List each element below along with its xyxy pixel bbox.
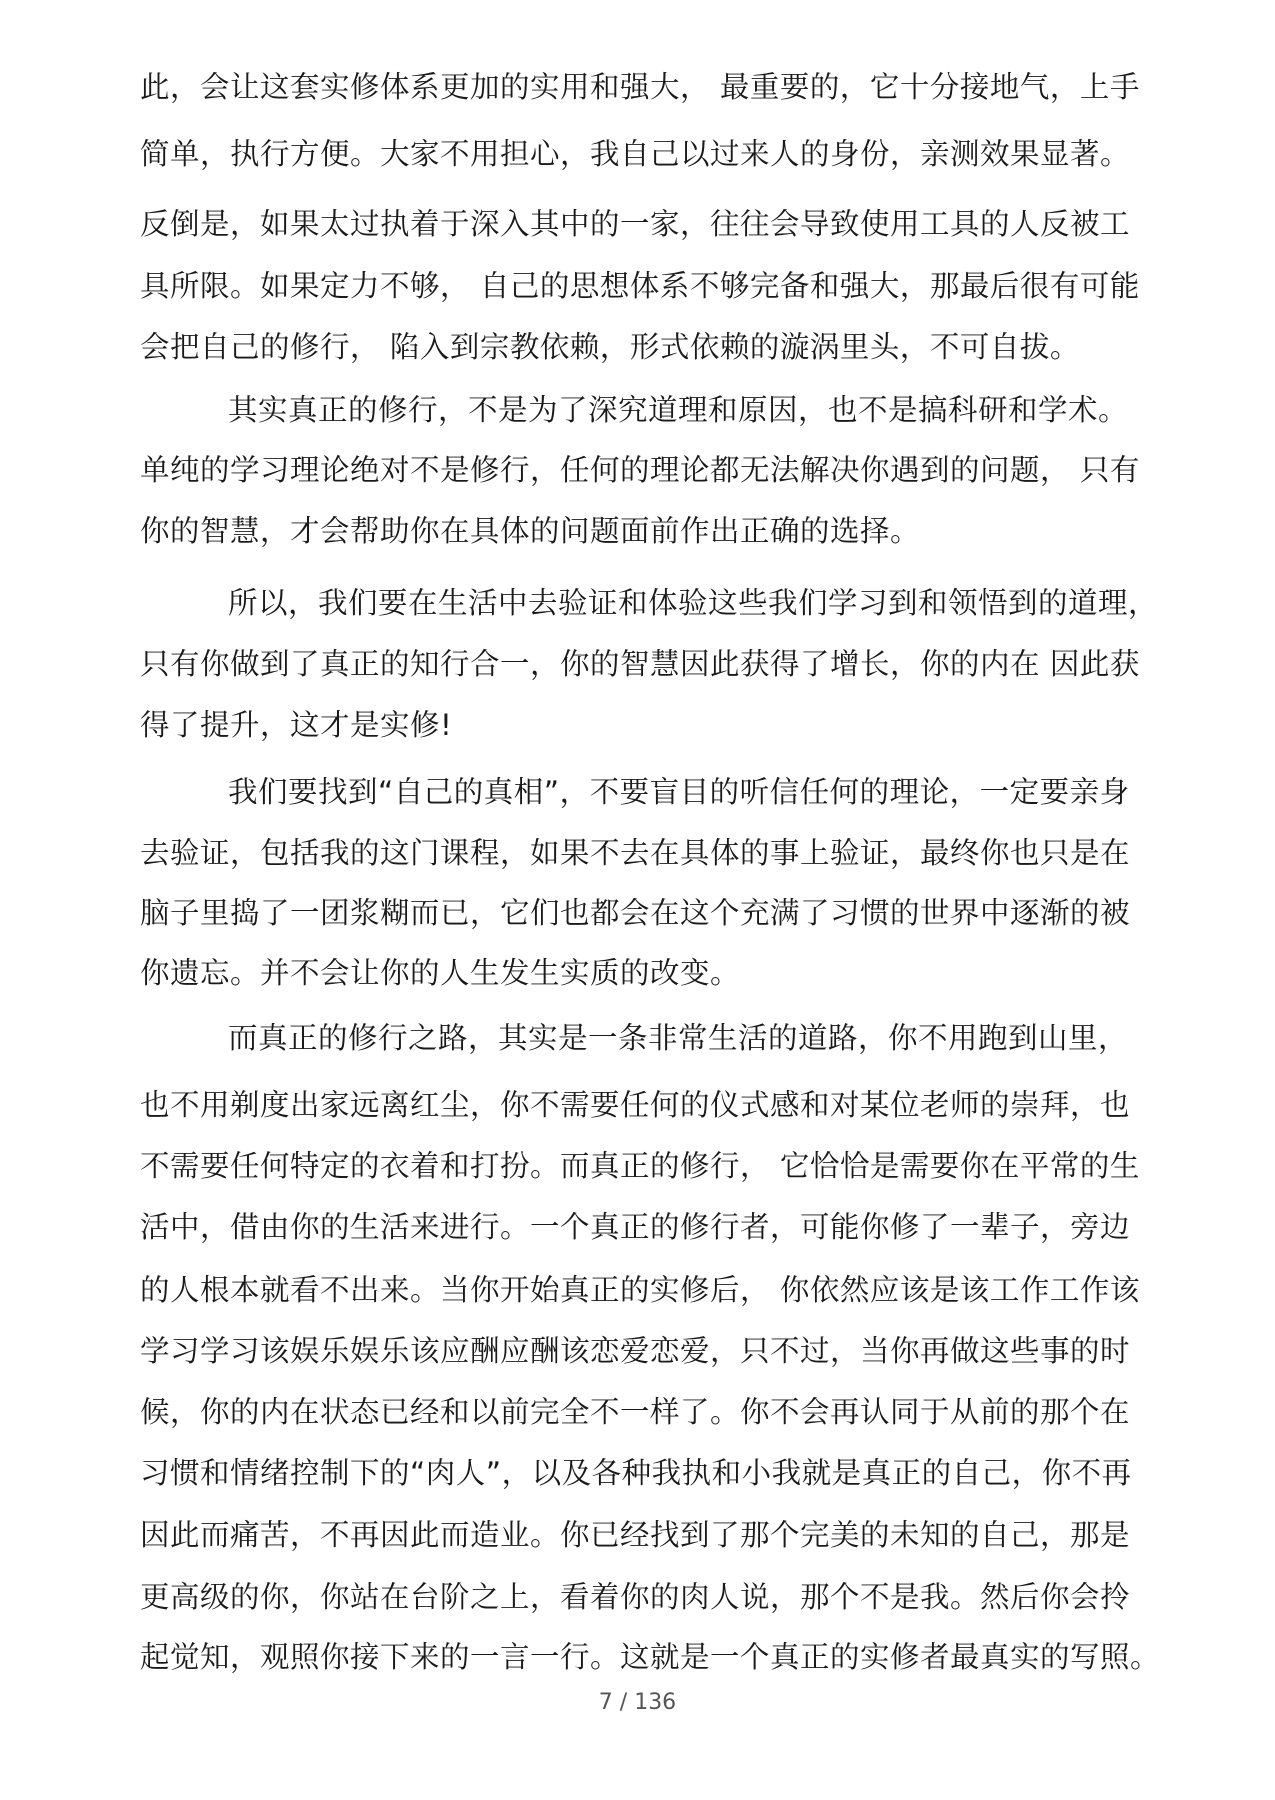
text-line-indented: 而真正的修行之路，其实是一条非常生活的道路，你不用跑到山里， bbox=[228, 1021, 1129, 1055]
text-line-indented: 我们要找到“自己的真相”，不要盲目的听信任何的理论，一定要亲身 bbox=[228, 775, 1130, 809]
text-line: 去验证，包括我的这门课程，如果不去在具体的事上验证，最终你也只是在 bbox=[140, 836, 1131, 870]
text-line-indented: 其实真正的修行，不是为了深究道理和原因，也不是搞科研和学术。 bbox=[228, 393, 1129, 427]
text-line: 活中，借由你的生活来进行。一个真正的修行者，可能你修了一辈子，旁边 bbox=[140, 1210, 1131, 1244]
text-line: 只有你做到了真正的知行合一，你的智慧因此获得了增长，你的内在 因此获 bbox=[140, 647, 1140, 681]
text-line: 习惯和情绪控制下的“肉人”，以及各种我执和小我就是真正的自己，你不再 bbox=[140, 1456, 1132, 1490]
text-line: 此，会让这套实修体系更加的实用和强大， 最重要的，它十分接地气，上手 bbox=[140, 70, 1140, 104]
text-line: 反倒是，如果太过执着于深入其中的一家，往往会导致使用工具的人反被工 bbox=[140, 207, 1131, 241]
text-line: 脑子里捣了一团浆糊而已，它们也都会在这个充满了习惯的世界中逐渐的被 bbox=[140, 896, 1131, 930]
text-line: 的人根本就看不出来。当你开始真正的实修后， 你依然应该是该工作工作该 bbox=[140, 1273, 1140, 1307]
text-line: 因此而痛苦，不再因此而造业。你已经找到了那个完美的未知的自己，那是 bbox=[140, 1518, 1131, 1552]
text-line: 你遗忘。并不会让你的人生发生实质的改变。 bbox=[140, 956, 741, 990]
text-line: 得了提升，这才是实修! bbox=[140, 708, 453, 742]
text-line: 简单，执行方便。大家不用担心，我自己以过来人的身份，亲测效果显著。 bbox=[140, 137, 1131, 171]
text-line: 单纯的学习理论绝对不是修行，任何的理论都无法解决你遇到的问题， 只有 bbox=[140, 453, 1140, 487]
text-line: 更高级的你，你站在台阶之上，看着你的肉人说，那个不是我。然后你会拎 bbox=[140, 1580, 1131, 1614]
text-line: 学习学习该娱乐娱乐该应酬应酬该恋爱恋爱，只不过，当你再做这些事的时 bbox=[140, 1334, 1131, 1368]
page-number: 7 / 136 bbox=[598, 1690, 677, 1715]
text-line: 起觉知，观照你接下来的一言一行。这就是一个真正的实修者最真实的写照。 bbox=[140, 1640, 1161, 1674]
text-line: 具所限。如果定力不够， 自己的思想体系不够完备和强大，那最后很有可能 bbox=[140, 269, 1140, 303]
text-line: 候，你的内在状态已经和以前完全不一样了。你不会再认同于从前的那个在 bbox=[140, 1395, 1131, 1429]
text-line-indented: 所以，我们要在生活中去验证和体验这些我们学习到和领悟到的道理， bbox=[228, 586, 1159, 620]
text-line: 也不用剃度出家远离红尘，你不需要任何的仪式感和对某位老师的崇拜，也 bbox=[140, 1088, 1131, 1122]
text-line: 不需要任何特定的衣着和打扮。而真正的修行， 它恰恰是需要你在平常的生 bbox=[140, 1149, 1140, 1183]
text-line: 会把自己的修行， 陷入到宗教依赖，形式依赖的漩涡里头，不可自拔。 bbox=[140, 330, 1080, 364]
text-line: 你的智慧，才会帮助你在具体的问题面前作出正确的选择。 bbox=[140, 514, 921, 548]
